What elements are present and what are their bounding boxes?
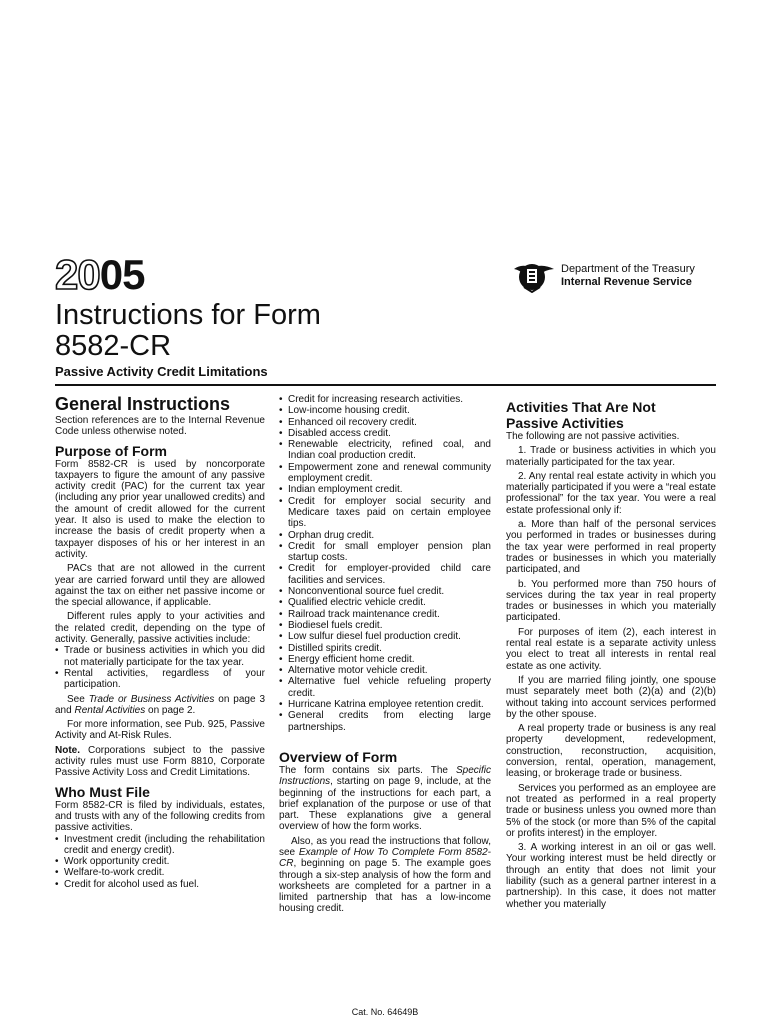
header-rule <box>55 384 716 386</box>
list-item: • Qualified electric vehicle credit. <box>279 597 491 608</box>
purpose-paragraph-3: Different rules apply to your activities and the related credit, depending on the type of activity. Generally, passive activities include: <box>55 611 265 646</box>
title-line-1: Instructions for Form <box>55 299 321 331</box>
list-item: • Renewable electricity, refined coal, and Indian coal production credit. <box>279 439 491 462</box>
list-item: • Credit for employer social security and Medicare taxes paid on certain employee tips. <box>279 496 491 530</box>
see-italic-1: Trade or Business Activities <box>88 693 215 705</box>
employee-services-paragraph: Services you performed as an employee are not treated as performed in a real property trade or business unless you owned more than 5% of the stock (or more than 5% of the capital or profits interest) in the employer. <box>506 782 716 839</box>
document-title <box>55 300 321 362</box>
list-item: • Low-income housing credit. <box>279 405 491 416</box>
see-text-mid: on page 3 and <box>55 693 266 716</box>
see-text-end: on page 2. <box>145 704 196 716</box>
column-middle <box>279 394 491 915</box>
not-passive-heading <box>506 399 716 431</box>
list-item: • General credits from electing large partnerships. <box>279 710 491 733</box>
list-item: • Trade or business activities in which you did not materially participate for the tax year. <box>55 645 265 668</box>
overview-text-b: , starting on page 9, include, at the beginning of the instructions for each part, a brief explanation of the purpose or use of that part. These explanations give a general overview of how the form works. <box>279 776 491 833</box>
see-reference-paragraph <box>55 694 265 717</box>
list-item: • Orphan drug credit. <box>279 530 491 541</box>
form-year <box>55 250 144 300</box>
list-item: • Hurricane Katrina employee retention credit. <box>279 699 491 710</box>
who-must-file-heading: Who Must File <box>55 783 150 800</box>
document-subtitle: Passive Activity Credit Limitations <box>55 364 268 379</box>
note-label: Note. <box>55 744 80 756</box>
overview-text-c: Also, as you read the instructions that follow, see <box>279 835 491 858</box>
dept-line-treasury: Department of the Treasury <box>561 263 695 275</box>
item-2a: a. More than half of the personal services you performed in trades or businesses during the tax year were performed in real property trades or businesses in which you materially participated, and <box>506 519 716 576</box>
list-item: • Alternative fuel vehicle refueling property credit. <box>279 676 491 699</box>
see-italic-2: Rental Activities <box>74 704 146 716</box>
overview-text-a: The form contains six parts. The <box>279 764 456 776</box>
not-passive-heading-line-2: Passive Activities <box>506 415 624 431</box>
joint-filing-paragraph: If you are married filing jointly, one spouse must separately meet both (2)(a) and (2)(b) without taking into account services performed by the other spouse. <box>506 674 716 720</box>
list-item: • Low sulfur diesel fuel production credit. <box>279 631 491 642</box>
list-item: • Credit for alcohol used as fuel. <box>55 879 265 890</box>
numbered-item-2: 2. Any rental real estate activity in which you materially participated if you were a “real estate professional” for the tax year. You were a real estate professional only if: <box>506 470 716 516</box>
list-item: • Welfare-to-work credit. <box>55 867 265 878</box>
year-outline-digits: 20 <box>55 251 100 298</box>
list-item: • Investment credit (including the rehabilitation credit and energy credit). <box>55 834 265 857</box>
note-paragraph <box>55 745 265 779</box>
list-item: • Railroad track maintenance credit. <box>279 609 491 620</box>
overview-paragraph-1 <box>279 765 491 833</box>
list-item: • Indian employment credit. <box>279 484 491 495</box>
intro-paragraph: Section references are to the Internal Revenue Code unless otherwise noted. <box>55 415 265 438</box>
list-item: • Credit for increasing research activities. <box>279 394 491 405</box>
real-property-paragraph: A real property trade or business is any real property development, redevelopment, construction, reconstruction, acquisition, conversion, rental, operation, management, leasing, or brokerage trade or business. <box>506 723 716 780</box>
more-info-paragraph: For more information, see Pub. 925, Passive Activity and At-Risk Rules. <box>55 719 265 742</box>
who-must-file-paragraph: Form 8582-CR is filed by individuals, estates, and trusts with any of the following credits from passive activities. <box>55 799 265 834</box>
numbered-item-1: 1. Trade or business activities in which you materially participated for the tax year. <box>506 445 716 468</box>
list-item: • Rental activities, regardless of your participation. <box>55 668 265 691</box>
column-left <box>55 394 265 890</box>
list-item: • Credit for employer-provided child care facilities and services. <box>279 563 491 586</box>
note-text: Corporations subject to the passive activity rules must use Form 8810, Corporate Passive Activity Loss and Credit Limitations. <box>55 744 265 779</box>
list-item: • Work opportunity credit. <box>55 856 265 867</box>
item-2-purpose-paragraph: For purposes of item (2), each interest in rental real estate is a separate activity unless you elect to treat all interests in rental real estate as one activity. <box>506 626 716 672</box>
item-2b: b. You performed more than 750 hours of services during the tax year in real property trades or businesses in which you materially participated. <box>506 578 716 624</box>
dept-line-irs: Internal Revenue Service <box>561 276 692 288</box>
list-item: • Enhanced oil recovery credit. <box>279 417 491 428</box>
overview-italic-example: Example of How To Complete Form 8582-CR <box>279 846 491 870</box>
irs-eagle-logo <box>512 259 556 293</box>
general-instructions-heading: General Instructions <box>55 394 231 414</box>
purpose-paragraph-1: Form 8582-CR is used by noncorporate taxpayers to figure the amount of any passive activity credit (PAC) for the current tax year (including any prior year unallowed credits) and the amount of credit allowed for the current year. It also is used to make the election to increase the basis of credit property when a taxpayer disposes of his or her interest in an activity. <box>55 458 265 560</box>
see-text: See <box>67 693 89 705</box>
purpose-heading: Purpose of Form <box>55 442 168 459</box>
column-right <box>506 394 716 910</box>
department-label <box>561 263 695 289</box>
overview-heading: Overview of Form <box>279 748 398 765</box>
list-item: • Alternative motor vehicle credit. <box>279 665 491 676</box>
list-item: • Empowerment zone and renewal community employment credit. <box>279 462 491 485</box>
overview-paragraph-2 <box>279 836 491 915</box>
numbered-item-3: 3. A working interest in an oil or gas well. Your working interest must be held directly or through an entity that does not limit your liability (such as a general partner interest in a partnership). In this case, it does not matter whether you materially <box>506 842 716 910</box>
overview-text-d: , beginning on page 5. The example goes through a six-step analysis of how the form and worksheets are completed for a partner in a limited partnership that has a low-income housing credit. <box>279 858 491 915</box>
list-item: • Nonconventional source fuel credit. <box>279 586 491 597</box>
purpose-paragraph-2: PACs that are not allowed in the current year are carried forward until they are allowed against the tax on either net passive income or the special allowance, if applicable. <box>55 563 265 609</box>
list-item: • Energy efficient home credit. <box>279 654 491 665</box>
title-line-2: 8582-CR <box>55 330 172 362</box>
catalog-number: Cat. No. 64649B <box>351 1007 419 1017</box>
list-item: • Credit for small employer pension plan startup costs. <box>279 541 491 564</box>
list-item: • Disabled access credit. <box>279 428 491 439</box>
not-passive-intro: The following are not passive activities. <box>506 431 680 442</box>
list-item: • Biodiesel fuels credit. <box>279 620 491 631</box>
not-passive-heading-line-1: Activities That Are Not <box>506 399 656 415</box>
overview-italic: Specific Instructions <box>279 764 491 788</box>
list-item: • Distilled spirits credit. <box>279 643 491 654</box>
year-solid-digits: 05 <box>99 251 145 298</box>
